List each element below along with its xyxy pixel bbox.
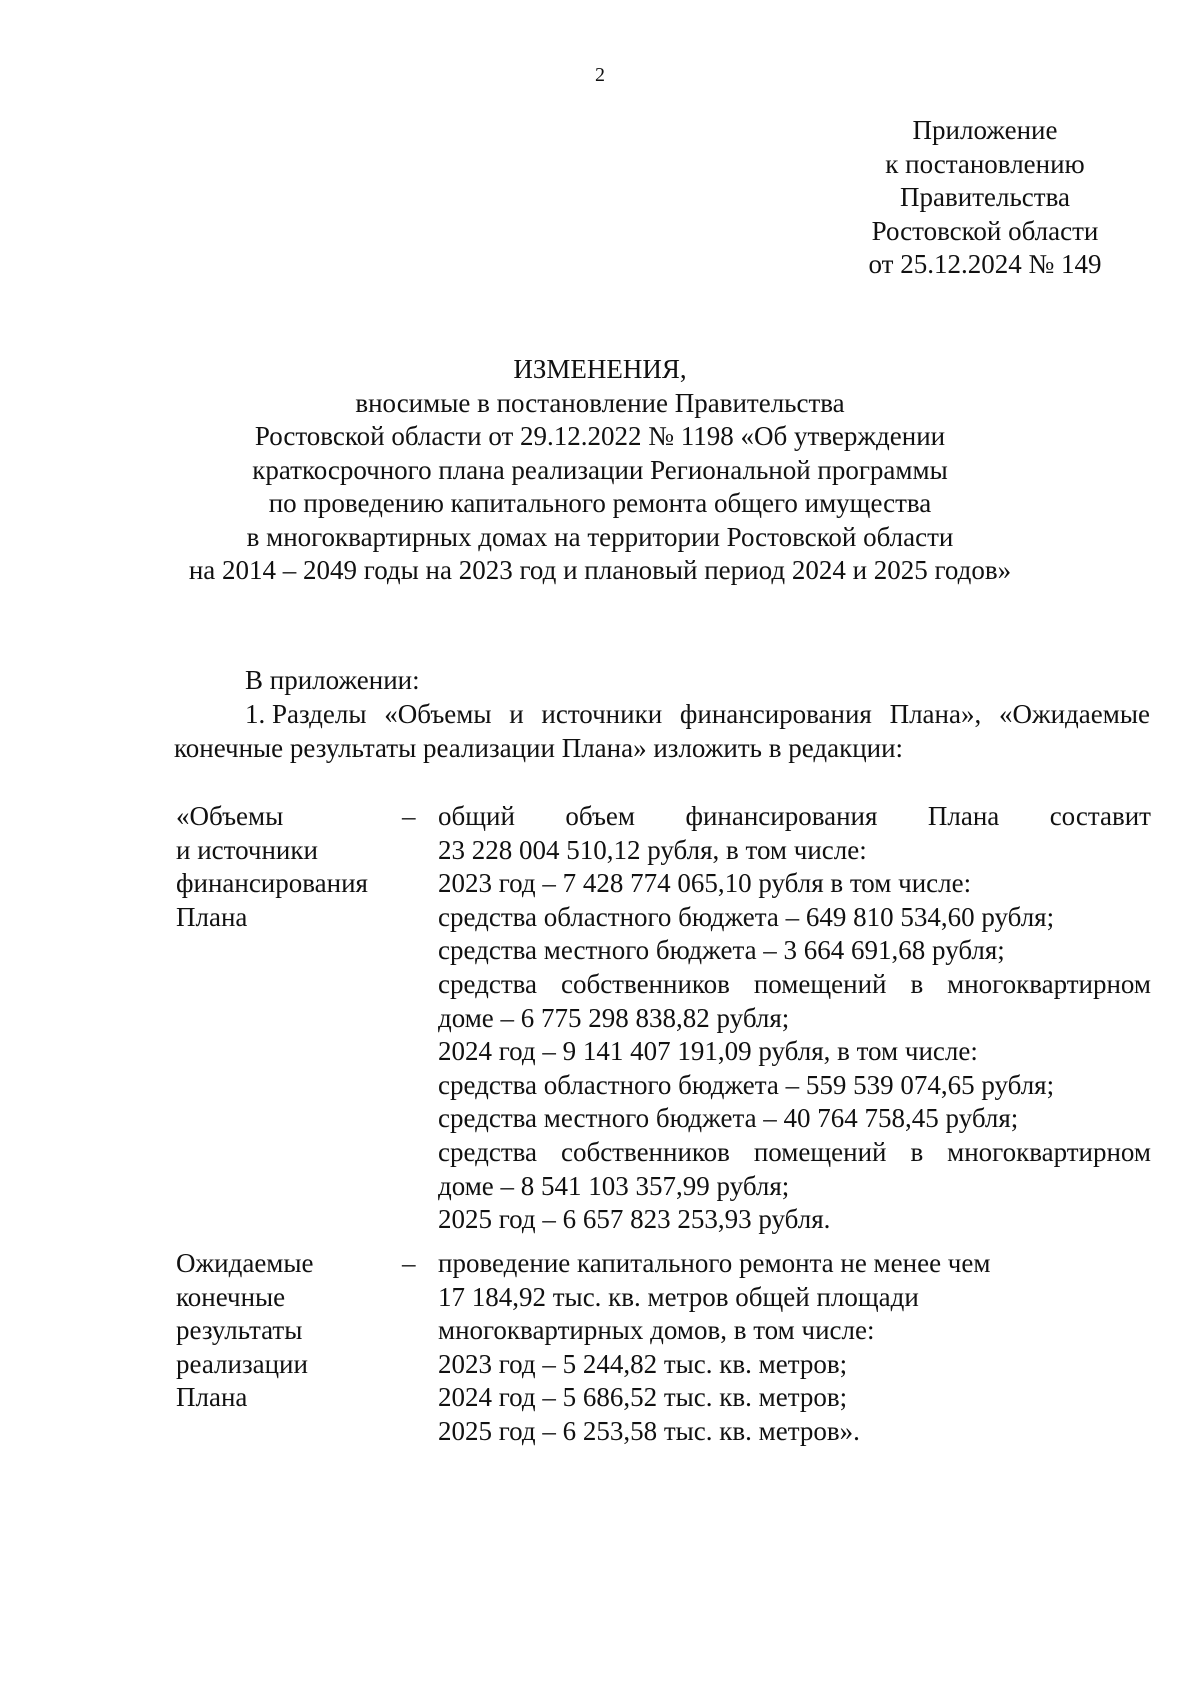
word: помещений	[753, 968, 887, 999]
dash-separator: –	[402, 1248, 416, 1278]
financing-first-line	[438, 800, 1151, 834]
word: «Ожидаемые	[998, 699, 1150, 729]
financing-2023: 2023 год – 7 428 774 065,10 рубля в том числе:	[438, 868, 972, 899]
word: «Объемы	[384, 699, 492, 729]
appendix-line: от 25.12.2024 № 149	[868, 249, 1102, 279]
label-line: финансирования	[176, 868, 368, 899]
title-line: по проведению капитального ремонта общего имущества	[268, 488, 932, 518]
item-1-second-line: конечные результаты реализации Плана» изложить в редакции:	[174, 732, 904, 763]
financing-2024-owners	[438, 1136, 1151, 1170]
financing-2023-regional: средства областного бюджета – 649 810 534,60 рубля;	[438, 901, 1055, 932]
title-line: на 2014 – 2049 годы на 2023 год и плановый период 2024 и 2025 годов»	[188, 555, 1012, 585]
word: помещений	[753, 1136, 887, 1167]
financing-label	[176, 800, 386, 934]
appendix-line: Ростовской области	[871, 215, 1099, 246]
financing-2024-regional: средства областного бюджета – 559 539 074,65 рубля;	[438, 1069, 1055, 1100]
label-line: и источники	[176, 834, 318, 865]
word: собственников	[560, 1136, 730, 1167]
financing-total: 23 228 004 510,12 рубля, в том числе:	[438, 834, 867, 865]
word: составит	[1049, 801, 1151, 831]
financing-2023-local: средства местного бюджета – 3 664 691,68 рубля;	[438, 935, 1005, 966]
label-line: «Объемы	[176, 801, 284, 831]
results-line: 2025 год – 6 253,58 тыс. кв. метров».	[438, 1415, 860, 1446]
results-line: проведение капитального ремонта не менее чем	[438, 1248, 991, 1278]
dash-separator: –	[402, 801, 416, 831]
label-line: Плана	[176, 901, 248, 932]
label-line: Ожидаемые	[176, 1248, 314, 1278]
word: средства	[438, 968, 538, 999]
results-line: 17 184,92 тыс. кв. метров общей площади	[438, 1281, 919, 1312]
results-line: 2024 год – 5 686,52 тыс. кв. метров;	[438, 1382, 848, 1413]
results-label	[176, 1247, 386, 1415]
word: объем	[565, 801, 635, 831]
word: в	[910, 1136, 924, 1167]
label-line: результаты	[176, 1315, 303, 1346]
title-line: вносимые в постановление Правительства	[355, 387, 845, 418]
results-content	[438, 1247, 1151, 1449]
word: источники	[541, 699, 663, 729]
document-title	[0, 353, 1200, 588]
title-heading: ИЗМЕНЕНИЯ,	[513, 354, 687, 384]
financing-2025: 2025 год – 6 657 823 253,93 рубля.	[438, 1204, 831, 1235]
appendix-line: к постановлению	[885, 148, 1085, 179]
results-line: многоквартирных домов, в том числе:	[438, 1315, 875, 1346]
title-line: в многоквартирных домах на территории Ростовской области	[246, 521, 954, 552]
word: многоквартирном	[947, 968, 1151, 999]
appendix-line: Приложение	[912, 115, 1058, 145]
word: общий	[438, 801, 515, 831]
label-line: Плана	[176, 1382, 248, 1413]
title-line: Ростовской области от 29.12.2022 № 1198 «Об утверждении	[254, 421, 946, 451]
word: и	[509, 699, 524, 729]
word: Плана	[927, 801, 1000, 831]
word: в	[910, 968, 924, 999]
word: многоквартирном	[947, 1136, 1151, 1167]
financing-2024: 2024 год – 9 141 407 191,09 рубля, в том числе:	[438, 1036, 978, 1067]
appendix-heading	[840, 114, 1130, 282]
label-line: конечные	[176, 1281, 286, 1312]
financing-2024-local: средства местного бюджета – 40 764 758,45 рубля;	[438, 1103, 1019, 1134]
item-1-first-line	[174, 698, 1150, 732]
word: финансирования	[685, 801, 878, 831]
word: 1. Разделы	[245, 699, 367, 729]
word: средства	[438, 1136, 538, 1167]
financing-2023-owners	[438, 968, 1151, 1002]
appendix-line: Правительства	[900, 182, 1070, 212]
financing-2023-owners-amount: доме – 6 775 298 838,82 рубля;	[438, 1002, 790, 1033]
word: Плана»,	[889, 699, 982, 729]
label-line: реализации	[176, 1348, 308, 1379]
results-line: 2023 год – 5 244,82 тыс. кв. метров;	[438, 1348, 848, 1379]
financing-content	[438, 800, 1151, 1237]
title-line: краткосрочного плана реализации Региональной программы	[252, 454, 948, 485]
financing-2024-owners-amount: доме – 8 541 103 357,99 рубля;	[438, 1170, 790, 1201]
page-number: 2	[595, 64, 605, 86]
word: собственников	[560, 968, 730, 999]
intro-text: В приложении:	[245, 665, 420, 695]
word: финансирования	[679, 699, 872, 729]
item-1-paragraph	[174, 698, 1150, 765]
